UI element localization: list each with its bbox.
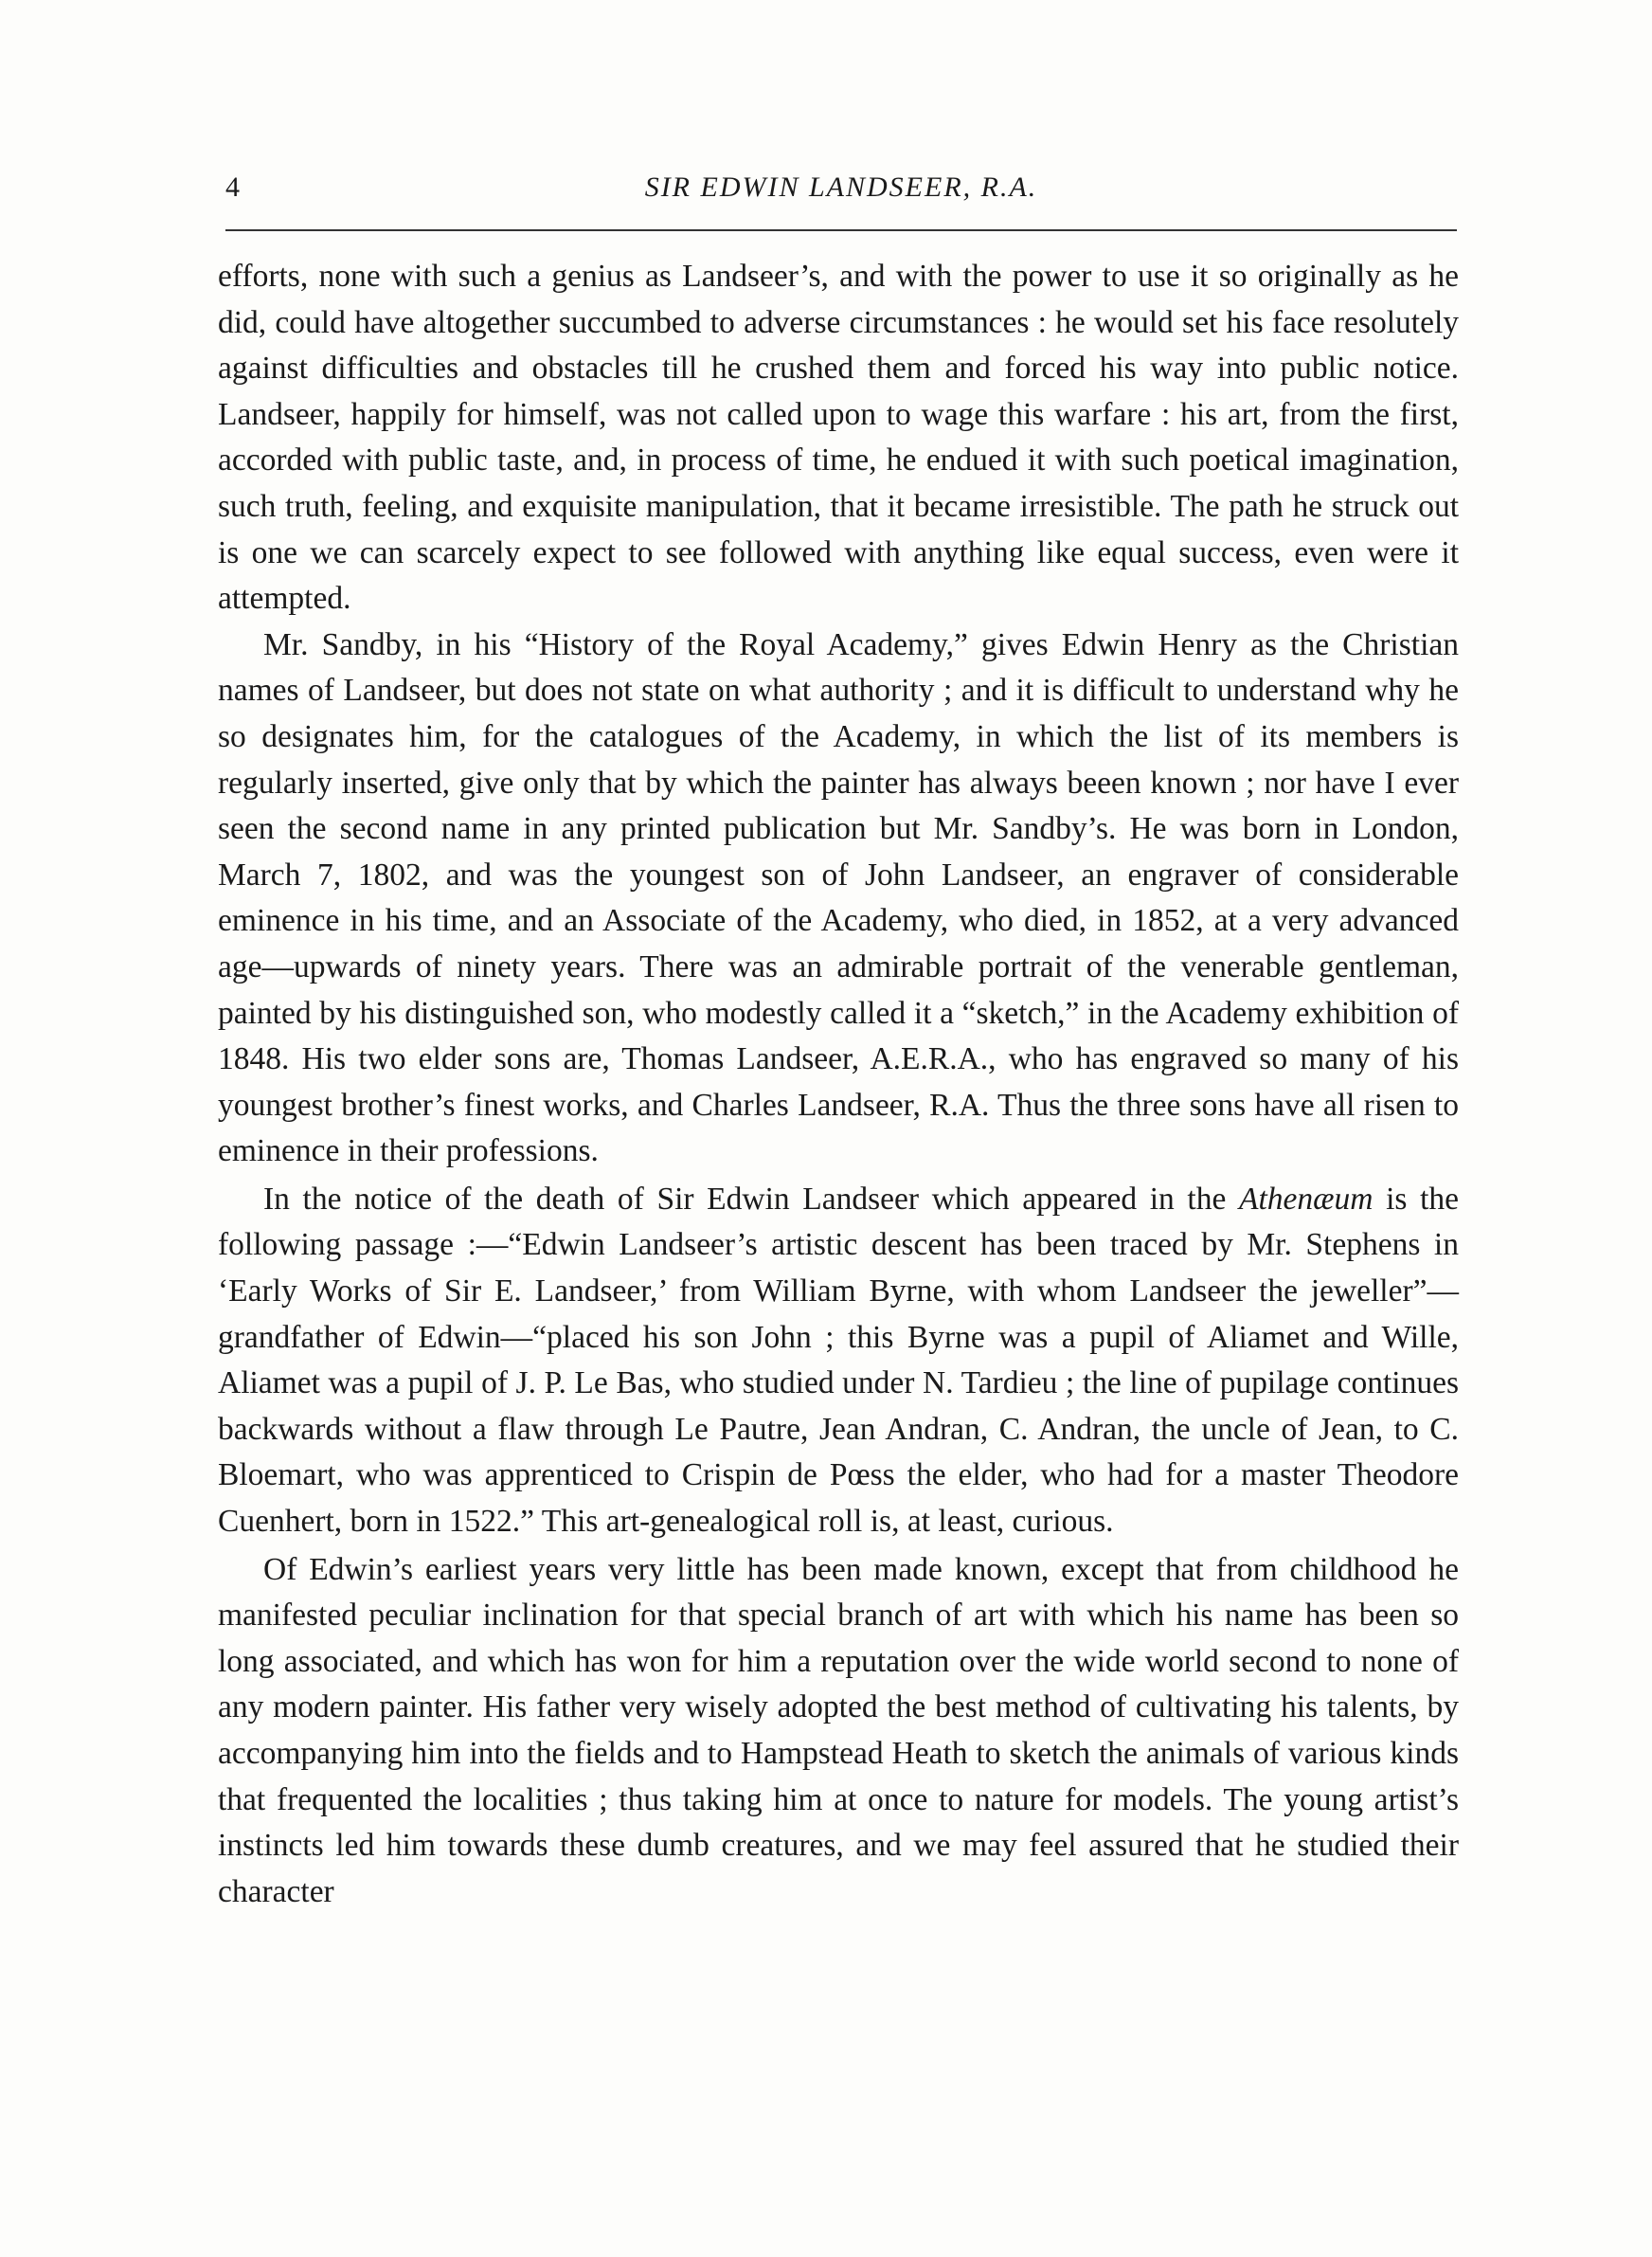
page-number: 4 (225, 172, 240, 203)
body-text (218, 254, 1459, 1915)
paragraph-athenaeum (218, 1177, 1459, 1545)
paragraph-sandby: Mr. Sandby, in his “History of the Royal Academy,” gives Edwin Henry as the Christian names of Landseer, but does not state on what authority ; and it is difficult to understand why he so designates him, for the catalogues of the Academy, in which the list of its members is regularly inserted, give only that by which the painter has always beeen known ; nor have I ever seen the second name in any printed publication but Mr. Sandby’s. He was born in London, March 7, 1802, and was the youngest son of John Landseer, an engraver of considerable eminence in his time, and an Associate of the Academy, who died, in 1852, at a very advanced age—upwards of ninety years. There was an admirable portrait of the venerable gentleman, painted by his distinguished son, who modestly called it a “sketch,” in the Academy exhibition of 1848. His two elder sons are, Thomas Landseer, A.E.R.A., who has engraved so many of his youngest brother’s finest works, and Charles Landseer, R.A. Thus the three sons have all risen to eminence in their professions. (218, 626, 1459, 1169)
athenaeum-title: Athenæum (1239, 1181, 1374, 1217)
athenaeum-text-after: is the following passage :—“Edwin Landseer’s artistic descent has been traced by Mr. Stephens in ‘Early Works of Sir E. Landseer,’ from William Byrne, with whom Landseer the jeweller”—grandfather of Edwin—“placed his son John ; this Byrne was a pupil of Aliamet and Wille, Aliamet was a pupil of J. P. Le Bas, who studied under N. Tardieu ; the line of pupilage continues backwards without a flaw through Le Pautre, Jean Andran, C. Andran, the uncle of Jean, to C. Bloemart, who was apprenticed to Crispin de Pœss the elder, who had for a master Theodore Cuenhert, born in 1522.” This art-genealogical roll is, at least, curious. (218, 1181, 1459, 1540)
running-head (225, 169, 1457, 216)
header-rule (225, 229, 1457, 231)
athenaeum-text-before: In the notice of the death of Sir Edwin Landseer which appeared in the (263, 1181, 1239, 1217)
paragraph-continuation: efforts, none with such a genius as Landseer’s, and with the power to use it so originally as he did, could have altogether succumbed to adverse circumstances : he would set his face resolutely against difficulties and obstacles till he crushed them and forced his way into public notice. Landseer, happily for himself, was not called upon to wage this warfare : his art, from the first, accorded with public taste, and, in process of time, he endued it with such poetical imagination, such truth, feeling, and exquisite manipulation, that it became irresistible. The path he struck out is one we can scarcely expect to see followed with anything like equal success, even were it attempted. (218, 259, 1459, 617)
paragraph-early-years: Of Edwin’s earliest years very little has been made known, except that from childhood he manifested peculiar inclination for that special branch of art with which his name has been so long associated, and which has won for him a reputation over the wide world second to none of any modern painter. His father very wisely adopted the best method of cultivating his talents, by accompanying him into the fields and to Hampstead Heath to sketch the animals of various kinds that frequented the localities ; thus taking him at once to nature for models. The young artist’s instincts led him towards these dumb creatures, and we may feel assured that he studied their character (218, 1551, 1459, 1909)
running-title: SIR EDWIN LANDSEER, R.A. (644, 172, 1038, 203)
